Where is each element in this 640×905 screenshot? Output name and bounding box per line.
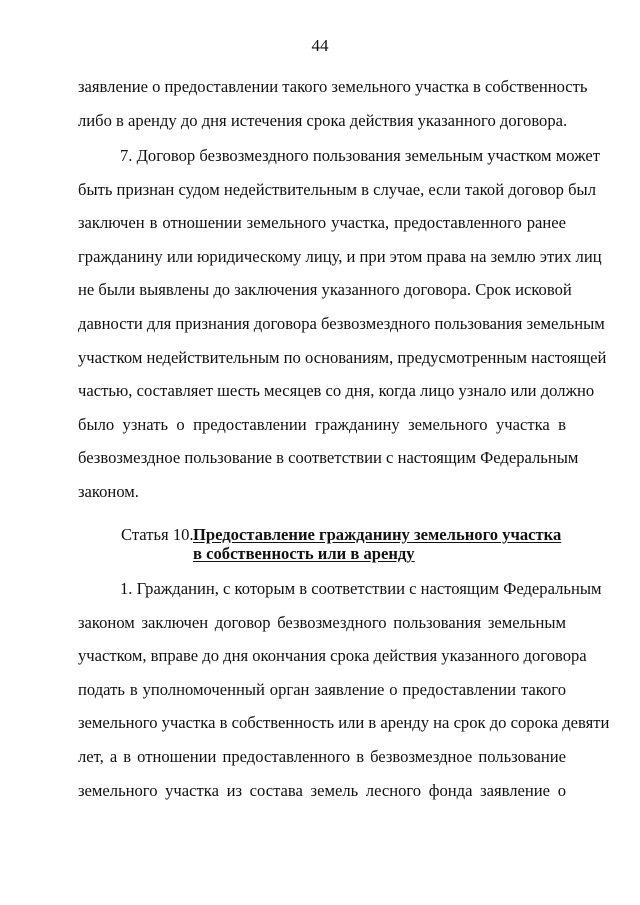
continuation-paragraph [78,70,588,137]
text-line: не были выявлены до заключения указанного договора. Срок исковой [78,280,572,300]
text-line: 7. Договор безвозмездного пользования земельным участком может [120,146,600,165]
text-line: заявление о предоставлении такого земельного участка в собственность [78,77,588,96]
text-line: участком, вправе до дня окончания срока действия указанного договора [78,646,587,666]
paragraph-1 [78,572,610,807]
article-title-line: Предоставление гражданину земельного участка [193,525,562,544]
text-line: земельного участка в собственность или в аренду на срок до сорока девяти [78,713,610,733]
text-line: 1. Гражданин, с которым в соответствии с настоящим Федеральным [120,579,602,598]
text-line: законом. [78,481,139,501]
text-line: земельного участка из состава земель лесного фонда заявление о [78,780,566,800]
text-line: законом заключен договор безвозмездного пользования земельным [78,612,566,632]
text-line: лет, а в отношении предоставленного в безвозмездное пользование [78,746,566,766]
text-line: было узнать о предоставлении гражданину земельного участка в [78,414,566,434]
text-line: быть признан судом недействительным в случае, если такой договор был [78,179,596,199]
text-line: давности для признания договора безвозмездного пользования земельным [78,313,605,333]
text-line: либо в аренду до дня истечения срока действия указанного договора. [78,110,568,130]
text-line: заключен в отношении земельного участка, предоставленного ранее [78,213,566,233]
article-title-line: в собственность или в аренду [193,544,415,563]
article-label: Статья 10. [121,525,194,544]
text-line: безвозмездное пользование в соответствии с настоящим Федеральным [78,448,579,468]
text-line: подать в уполномоченный орган заявление о предоставлении такого [78,679,566,699]
article-title [193,525,561,563]
text-line: частью, составляет шесть месяцев со дня, когда лицо узнало или должно [78,381,595,401]
text-line: гражданину или юридическому лицу, и при этом права на землю этих лиц [78,246,602,266]
paragraph-7 [78,139,607,509]
page-number: 44 [311,36,329,55]
text-line: участком недействительным по основаниям, предусмотренным настоящей [78,347,607,367]
